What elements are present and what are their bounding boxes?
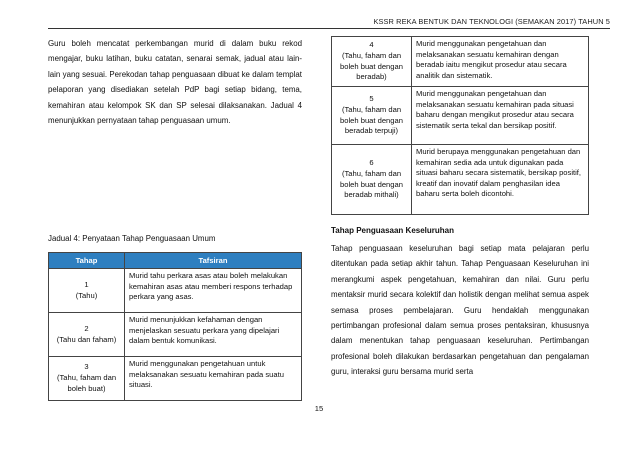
level-cell xyxy=(332,37,412,87)
level-cell xyxy=(332,145,412,215)
description-cell: Murid menggunakan pengetahuan dan melaksanakan sesuatu kemahiran pada situasi baharu dengan mengikut prosedur atau secara sistematik serta tekal dan bersikap positif. xyxy=(412,87,589,145)
header-tahap: Tahap xyxy=(49,253,125,269)
table-row xyxy=(49,313,302,357)
table-row xyxy=(332,87,589,145)
level-label: (Tahu, faham dan boleh buat dengan beradab terpuji) xyxy=(340,104,403,136)
level-number: 4 xyxy=(369,39,374,49)
right-column-text xyxy=(331,241,589,380)
mastery-table-part2 xyxy=(331,36,589,215)
table-row xyxy=(332,145,589,215)
table-row xyxy=(332,37,589,87)
header-tafsiran: Tafsiran xyxy=(125,253,302,269)
table-row xyxy=(49,269,302,313)
running-header: KSSR REKA BENTUK DAN TEKNOLOGI (SEMAKAN 2017) TAHUN 5 xyxy=(373,17,610,26)
level-cell xyxy=(49,357,125,401)
level-cell xyxy=(332,87,412,145)
description-cell: Murid berupaya menggunakan pengetahuan dan kemahiran sedia ada untuk digunakan pada situasi baharu secara sistematik, bersikap positif, kreatif dan inovatif dalam penghasilan idea baharu serta boleh dicontohi. xyxy=(412,145,589,215)
level-cell xyxy=(49,269,125,313)
level-label: (Tahu, faham dan boleh buat dengan beradab mithali) xyxy=(340,168,403,200)
level-number: 1 xyxy=(84,279,89,289)
intro-paragraph: Guru boleh mencatat perkembangan murid di dalam buku rekod mengajar, buku latihan, buku catatan, senarai semak, jadual atau lain-lain yang sesuai. Perekodan tahap penguasaan dibuat ke dalam templat pelaporan yang disediakan setelah PdP bagi setiap bidang, tema, kemahiran atau kelompok SK dan SP selesai dilaksanakan. Jadual 4 menunjukkan pernyataan tahap penguasaan umum. xyxy=(48,39,302,126)
description-cell: Murid menunjukkan kefahaman dengan menjelaskan sesuatu perkara yang dipelajari dalam bentuk komunikasi. xyxy=(125,313,302,357)
page-number: 15 xyxy=(314,404,324,413)
mastery-table-part1 xyxy=(48,252,302,401)
level-label: (Tahu dan faham) xyxy=(56,334,117,344)
level-number: 5 xyxy=(369,93,374,103)
left-column xyxy=(48,36,302,128)
level-label: (Tahu, faham dan boleh buat dengan beradab) xyxy=(340,50,403,82)
level-number: 3 xyxy=(84,362,89,372)
description-cell: Murid tahu perkara asas atau boleh melakukan kemahiran asas atau memberi respons terhadap perkara yang asas. xyxy=(125,269,302,313)
table-caption: Jadual 4: Penyataan Tahap Penguasaan Umum xyxy=(48,234,216,243)
section-title: Tahap Penguasaan Keseluruhan xyxy=(331,226,454,235)
overall-mastery-paragraph: Tahap penguasaan keseluruhan bagi setiap mata pelajaran perlu ditentukan pada setiap akhir tahun. Tahap Penguasaan Keseluruhan ini merangkumi aspek pengetahuan, kemahiran dan nilai. Guru perlu mentaksir murid secara kolektif dan holistik dengan melihat semua aspek semasa proses pembelajaran. Guru hendaklah menggunakan pertimbangan profesional dalam semua proses pentaksiran, khususnya dalam menentukan tahap penguasaan keseluruhan. Pertimbangan profesional boleh dilakukan berdasarkan pengetahuan dan pengalaman guru, interaksi guru bersama murid serta xyxy=(331,244,589,377)
header-rule xyxy=(48,28,610,29)
level-number: 6 xyxy=(369,157,374,167)
table-header-row xyxy=(49,253,302,269)
level-cell xyxy=(49,313,125,357)
description-cell: Murid menggunakan pengetahuan dan melaksanakan sesuatu kemahiran dengan beradab iaitu mengikut prosedur atau secara analitik dan sistematik. xyxy=(412,37,589,87)
level-label: (Tahu, faham dan boleh buat) xyxy=(56,373,117,393)
level-label: (Tahu) xyxy=(75,290,98,300)
level-number: 2 xyxy=(84,323,89,333)
description-cell: Murid menggunakan pengetahuan untuk melaksanakan sesuatu kemahiran pada suatu situasi. xyxy=(125,357,302,401)
table-row xyxy=(49,357,302,401)
